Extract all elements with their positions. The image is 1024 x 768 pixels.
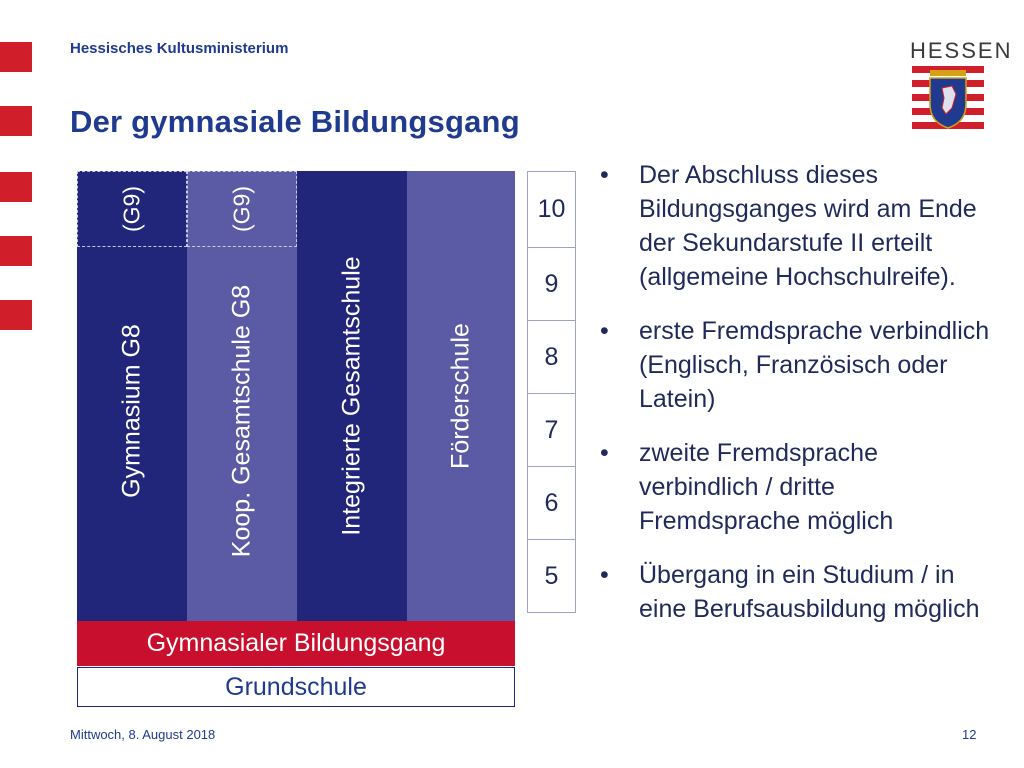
bullet-dot: •: [600, 561, 609, 589]
bullet-item: [600, 158, 1000, 294]
bullet-list: [600, 158, 1000, 646]
column-foerderschule: [407, 171, 515, 621]
grundschule-band: Grundschule: [77, 667, 515, 707]
grade-cell: 5: [527, 540, 576, 613]
decor-bar: [0, 172, 32, 202]
grade-column: [527, 171, 576, 613]
gymnasialer-bildungsgang-band: Gymnasialer Bildungsgang: [77, 621, 515, 666]
bullet-item: [600, 436, 1000, 538]
g9-label: (G9): [118, 186, 145, 232]
grade-cell: 10: [527, 171, 576, 248]
bullet-dot: •: [600, 317, 609, 345]
column-koop-gesamtschule: [187, 171, 297, 621]
column-gymnasium: [77, 171, 187, 621]
grade-cell: 6: [527, 467, 576, 540]
column-label: Integrierte Gesamtschule: [337, 256, 366, 536]
bullet-text: Übergang in ein Studium / in eine Berufsausbildung möglich: [639, 561, 980, 623]
g9-label: (G9): [228, 186, 255, 232]
hessen-logo-text: HESSEN: [910, 38, 1013, 63]
decor-bar: [0, 106, 32, 136]
bullet-text: erste Fremdsprache verbindlich (Englisch, Französisch oder Latein): [639, 317, 990, 413]
slide-title: Der gymnasiale Bildungsgang: [70, 104, 520, 139]
bullet-text: Der Abschluss dieses Bildungsganges wird am Ende der Sekundarstufe II erteilt (allgemeine Hochschulreife).: [639, 161, 977, 291]
footer-date: Mittwoch, 8. August 2018: [70, 727, 216, 742]
column-integrierte-gesamtschule: [297, 171, 407, 621]
grade-cell: 9: [527, 248, 576, 321]
bullet-item: [600, 558, 1000, 626]
hessen-flag-icon: [912, 64, 984, 134]
column-label: Koop. Gesamtschule G8: [227, 284, 256, 558]
decor-bar: [0, 42, 32, 72]
bullet-text: zweite Fremdsprache verbindlich / dritte Fremdsprache möglich: [639, 439, 894, 535]
decor-bar: [0, 300, 32, 330]
column-label: Förderschule: [446, 323, 475, 469]
grade-cell: 8: [527, 321, 576, 394]
decor-bar: [0, 236, 32, 266]
bullet-dot: •: [600, 439, 609, 467]
column-label: Gymnasium G8: [117, 324, 146, 498]
bullet-dot: •: [600, 161, 609, 189]
bullet-item: [600, 314, 1000, 416]
ministry-name: Hessisches Kultusministerium: [70, 40, 289, 57]
grade-cell: 7: [527, 394, 576, 467]
page-number: 12: [962, 727, 977, 742]
